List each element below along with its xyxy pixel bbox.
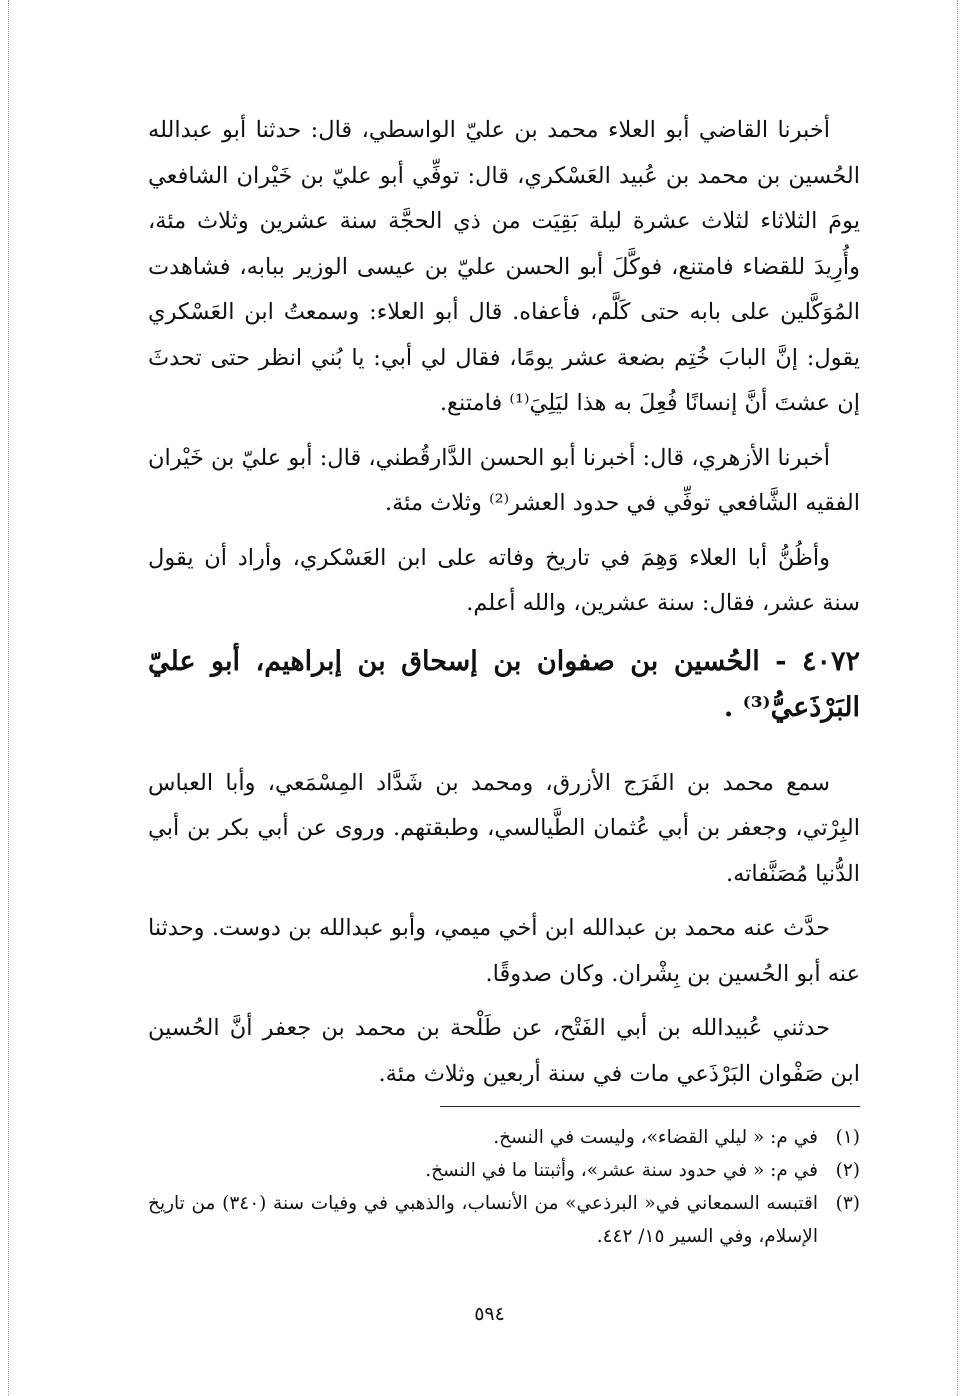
paragraph-ibn-khayran-death: أخبرنا القاضي أبو العلاء محمد بن عليّ الواسطي، قال: حدثنا أبو عبدالله الحُسين بن محمد بن عُبيد العَسْكري، قال: توفِّي أبو عليّ بن خَيْران الشافعي يومَ الثلاثاء لثلاث عشرة ليلة بَقِيَت من ذي الحجَّة سنة عشرين وثلاث مئة، وأُرِيدَ للقضاء فامتنع، فوكَّلَ أبو الحسن عليّ بن عيسى الوزير ببابه، فشاهدت المُوَكَّلين على بابه حتى كَلَّم، فأعفاه. قال أبو العلاء: وسمعتُ ابن العَسْكري يقول: إنَّ البابَ خُتِم بضعة عشر يومًا، فقال لي أبي: يا بُني انظر حتى تحدثَ إن عشتَ أنَّ إنسانًا فُعِلَ به هذا ليَلِيَ⁽¹⁾ فامتنع. <box>148 117 860 416</box>
footnote-marker: (٢) <box>835 1160 860 1181</box>
footnote-marker: (٣) <box>835 1193 860 1214</box>
right-dotted-margin <box>957 0 958 1396</box>
footnote-text: في م: « ليلي القضاء»، وليست في النسخ. <box>493 1127 818 1148</box>
paragraph-students: حدَّث عنه محمد بن عبدالله ابن أخي ميمي، وأبو عبدالله بن دوست. وحدثنا عنه أبو الحُسين بن بِشْران. وكان صدوقًا. <box>148 915 860 987</box>
page-content <box>148 108 860 1253</box>
paragraph-teachers: سمع محمد بن الفَرَج الأزرق، ومحمد بن شَدَّاد المِسْمَعي، وأبا العباس البِرْتي، وجعفر بن أبي عُثمان الطَّيالسي، وطبقتهم. وروى عن أبي بكر بن أبي الدُّنيا مُصَنَّفاته. <box>148 769 860 887</box>
footnote-marker: (١) <box>835 1127 860 1148</box>
footnote-text: في م: « في حدود سنة عشر»، وأثبتنا ما في النسخ. <box>425 1160 818 1181</box>
footnote-2 <box>148 1154 860 1187</box>
footnote-text: اقتبسه السمعاني في« البرذعي» من الأنساب، والذهبي في وفيات سنة (٣٤٠) من تاريخ الإسلام، وفي السير ١٥/ ٤٤٢. <box>148 1193 818 1247</box>
entry-heading-4072: ٤٠٧٢ - الحُسين بن صفوان بن إسحاق بن إبراهيم، أبو عليّ البَرْذَعيُّ⁽³⁾ . <box>148 645 860 723</box>
page-number: ٥٩٤ <box>474 1303 505 1325</box>
paragraph-azhari-report: أخبرنا الأزهري، قال: أخبرنا أبو الحسن الدَّارقُطني، قال: أبو عليّ بن خَيْران الفقيه الشَّافعي توفِّي في حدود العشر⁽²⁾ وثلاث مئة. <box>148 444 860 516</box>
left-dotted-margin <box>8 0 9 1396</box>
paragraph-death-report: حدثني عُبيدالله بن أبي الفَتْح، عن طَلْحة بن محمد بن جعفر أنَّ الحُسين ابن صَفْوان البَرْذَعي مات في سنة أربعين وثلاث مئة. <box>148 1015 860 1087</box>
paragraph-author-opinion: وأظُنُّ أبا العلاء وَهِمَ في تاريخ وفاته على ابن العَسْكري، وأراد أن يقول سنة عشر، فقال: سنة عشرين، والله أعلم. <box>148 544 860 616</box>
footnote-3 <box>148 1187 860 1253</box>
footnote-separator <box>440 1106 860 1107</box>
footnote-1 <box>148 1121 860 1154</box>
